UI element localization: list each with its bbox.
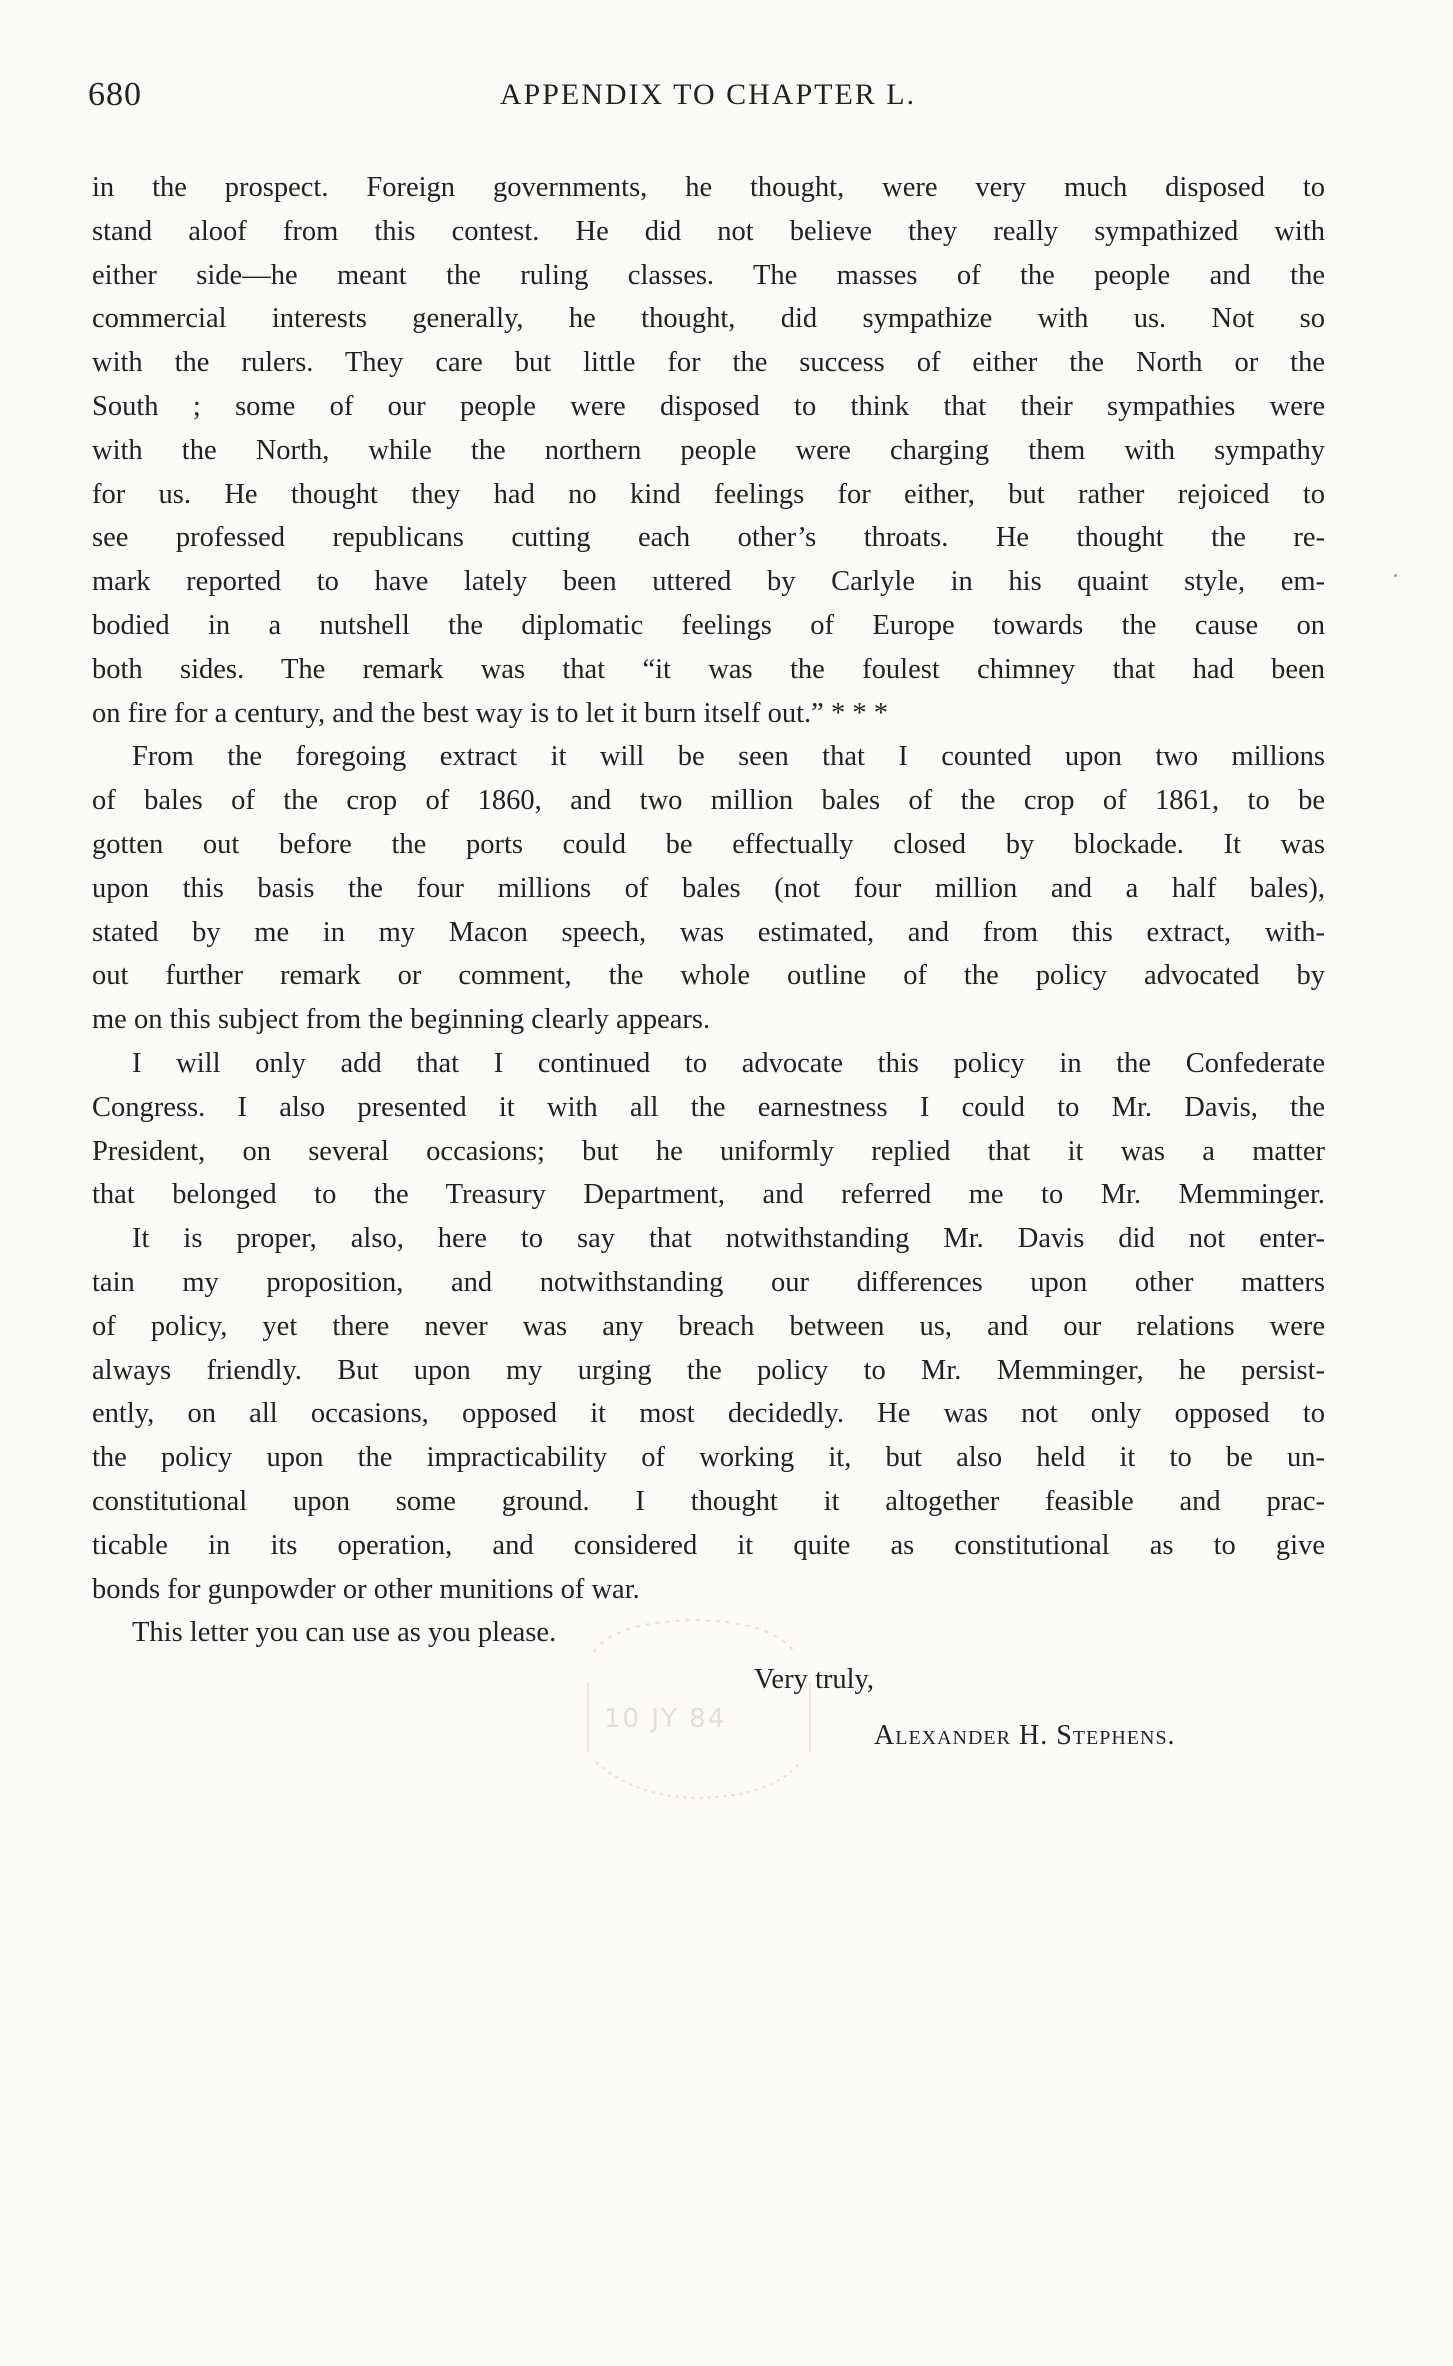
text-line: stated by me in my Macon speech, was estimated, and from this extract, with-: [92, 916, 1325, 948]
text-line: the policy upon the impracticability of working it, but also held it to be un-: [92, 1442, 1325, 1474]
text-line: out further remark or comment, the whole outline of the policy advocated by: [92, 960, 1325, 992]
text-line: both sides. The remark was that “it was the foulest chimney that had been: [92, 653, 1325, 685]
text-line: for us. He thought they had no kind feelings for either, but rather rejoiced to: [92, 478, 1325, 510]
text-line: of bales of the crop of 1860, and two million bales of the crop of 1861, to be: [92, 785, 1325, 817]
running-head: [88, 76, 1328, 120]
stamp-date: 10 JY 84: [604, 1704, 727, 1734]
text-line: commercial interests generally, he thought, did sympathize with us. Not so: [92, 303, 1325, 335]
text-line: on fire for a century, and the best way is to let it burn itself out.” * * *: [92, 697, 888, 729]
text-line: with the rulers. They care but little for the success of either the North or the: [92, 347, 1325, 379]
text-line: This letter you can use as you please.: [132, 1617, 557, 1649]
text-line: mark reported to have lately been uttered by Carlyle in his quaint style, em-: [92, 566, 1325, 598]
text-line: upon this basis the four millions of bales (not four million and a half bales),: [92, 872, 1325, 904]
text-line: gotten out before the ports could be effectually closed by blockade. It was: [92, 828, 1325, 860]
text-line: Congress. I also presented it with all the earnestness I could to Mr. Davis, the: [92, 1091, 1325, 1123]
body-text: [92, 166, 1325, 1655]
paper-speck: [1394, 574, 1397, 577]
text-line: constitutional upon some ground. I thought it altogether feasible and prac-: [92, 1485, 1325, 1517]
letter-closing: Very truly,: [754, 1664, 875, 1695]
text-line: ticable in its operation, and considered it quite as constitutional as to give: [92, 1529, 1325, 1561]
text-line: of policy, yet there never was any breach between us, and our relations were: [92, 1310, 1325, 1342]
text-line: ently, on all occasions, opposed it most decidedly. He was not only opposed to: [92, 1398, 1325, 1430]
text-line: bonds for gunpowder or other munitions of war.: [92, 1573, 640, 1605]
text-line: President, on several occasions; but he uniformly replied that it was a matter: [92, 1135, 1325, 1167]
letter-signature: Alexander H. Stephens.: [874, 1720, 1176, 1751]
running-title: APPENDIX TO CHAPTER L.: [499, 78, 917, 111]
text-line: stand aloof from this contest. He did not believe they really sympathized with: [92, 215, 1325, 247]
text-line: always friendly. But upon my urging the policy to Mr. Memminger, he persist-: [92, 1354, 1325, 1386]
text-line: It is proper, also, here to say that notwithstanding Mr. Davis did not enter-: [132, 1223, 1325, 1255]
page-number: 680: [88, 76, 142, 113]
text-line: either side—he meant the ruling classes. The masses of the people and the: [92, 259, 1325, 291]
text-line: I will only add that I continued to advocate this policy in the Confederate: [132, 1047, 1325, 1079]
text-line: bodied in a nutshell the diplomatic feelings of Europe towards the cause on: [92, 609, 1325, 641]
library-stamp: [574, 1612, 824, 1802]
text-line: tain my proposition, and notwithstanding our differences upon other matters: [92, 1266, 1325, 1298]
text-line: see professed republicans cutting each other’s throats. He thought the re-: [92, 522, 1325, 554]
text-line: From the foregoing extract it will be seen that I counted upon two millions: [132, 741, 1325, 773]
text-line: South ; some of our people were disposed to think that their sympathies were: [92, 390, 1325, 422]
text-line: that belonged to the Treasury Department, and referred me to Mr. Memminger.: [92, 1179, 1325, 1211]
text-line: me on this subject from the beginning clearly appears.: [92, 1004, 711, 1036]
text-line: in the prospect. Foreign governments, he thought, were very much disposed to: [92, 172, 1325, 203]
text-line: with the North, while the northern people were charging them with sympathy: [92, 434, 1325, 466]
